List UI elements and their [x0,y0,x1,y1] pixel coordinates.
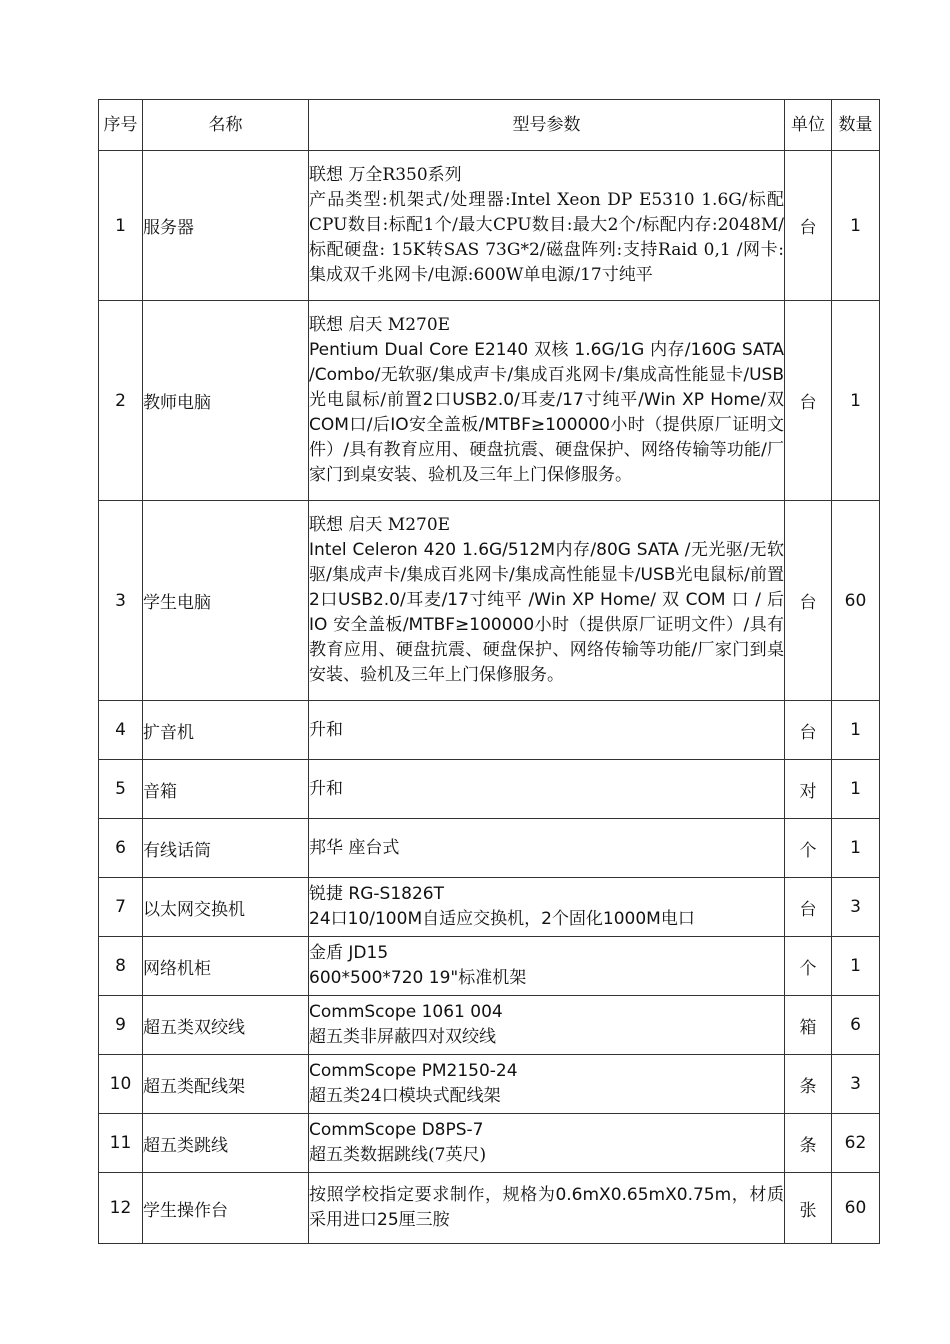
table-row [99,151,880,301]
row-spec [309,501,785,701]
spec-model: CommScope PM2150-24 [309,1061,518,1081]
row-spec [309,701,785,760]
spec-detail: 600*500*720 19"标准机架 [309,968,527,988]
row-name: 服务器 [143,151,309,301]
spec-model: CommScope 1061 004 [309,1002,503,1022]
table-row [99,1114,880,1173]
spec-detail: 按照学校指定要求制作，规格为0.6mX0.65mX0.75m，材质采用进口25厘三胺 [309,1185,784,1230]
row-name: 超五类配线架 [143,1055,309,1114]
row-qty: 1 [832,819,880,878]
row-no: 2 [99,301,143,501]
row-no: 9 [99,996,143,1055]
row-unit: 条 [785,1055,832,1114]
row-qty: 1 [832,760,880,819]
spec-detail: 超五类非屏蔽四对双绞线 [309,1027,496,1047]
spec-model: 邦华 座台式 [309,837,400,858]
row-no: 6 [99,819,143,878]
row-no: 3 [99,501,143,701]
row-unit: 台 [785,878,832,937]
row-name: 网络机柜 [143,937,309,996]
spec-model: 联想 启天 M270E [309,515,451,535]
spec-detail: 产品类型:机架式/处理器:Intel Xeon DP E5310 1.6G/标配CPU数目:标配1个/最大CPU数目:最大2个/标配内存:2048M/标配硬盘: 15K转SAS 73G*2/磁盘阵列:支持Raid 0,1 /网卡:集成双千兆网卡/电源:600W单电源/17寸纯平 [309,190,784,285]
row-qty: 1 [832,937,880,996]
table-row [99,1055,880,1114]
row-spec [309,151,785,301]
table-row [99,996,880,1055]
row-no: 8 [99,937,143,996]
row-unit: 条 [785,1114,832,1173]
header-unit: 单位 [785,100,832,151]
row-qty: 62 [832,1114,880,1173]
header-name: 名称 [143,100,309,151]
spec-detail: 超五类数据跳线(7英尺) [309,1145,487,1165]
row-name: 扩音机 [143,701,309,760]
row-qty: 1 [832,701,880,760]
table-row [99,819,880,878]
row-qty: 1 [832,151,880,301]
row-spec [309,996,785,1055]
row-unit: 台 [785,501,832,701]
row-unit: 台 [785,301,832,501]
spec-model: 联想 万全R350系列 [309,165,462,185]
row-qty: 3 [832,878,880,937]
spec-detail: Intel Celeron 420 1.6G/512M内存/80G SATA /无光驱/无软驱/集成声卡/集成百兆网卡/集成高性能显卡/USB光电鼠标/前置2口USB2.0/耳麦/17寸纯平 /Win XP Home/ 双 COM 口 / 后 IO 安全盖板/MTBF≥100000小时（提供原厂证明文件）/具有教育应用、硬盘抗震、硬盘保护、网络传输等功能/厂家门到桌安装、验机及三年上门保修服务。 [309,540,784,685]
row-no: 5 [99,760,143,819]
spec-model: 联想 启天 M270E [309,315,451,335]
row-qty: 3 [832,1055,880,1114]
row-no: 12 [99,1173,143,1244]
row-name: 以太网交换机 [143,878,309,937]
table-row [99,937,880,996]
row-spec [309,1114,785,1173]
header-spec: 型号参数 [309,100,785,151]
equipment-table [98,99,880,1244]
row-name: 超五类跳线 [143,1114,309,1173]
spec-detail: Pentium Dual Core E2140 双核 1.6G/1G 内存/160G SATA /Combo/无软驱/集成声卡/集成百兆网卡/集成高性能显卡/USB光电鼠标/前置2口USB2.0/耳麦/17寸纯平/Win XP Home/双COM口/后IO安全盖板/MTBF≥100000小时（提供原厂证明文件）/具有教育应用、硬盘抗震、硬盘保护、网络传输等功能/厂家门到桌安装、验机及三年上门保修服务。 [309,340,784,485]
row-no: 4 [99,701,143,760]
row-qty: 60 [832,501,880,701]
row-spec [309,1055,785,1114]
row-name: 学生电脑 [143,501,309,701]
row-no: 10 [99,1055,143,1114]
table-row [99,301,880,501]
table-row [99,1173,880,1244]
row-no: 7 [99,878,143,937]
spec-model: 升和 [309,719,343,740]
row-name: 音箱 [143,760,309,819]
spec-model: 金盾 JD15 [309,943,389,963]
table-row [99,878,880,937]
header-row [99,100,880,151]
row-qty: 6 [832,996,880,1055]
table-row [99,760,880,819]
header-qty: 数量 [832,100,880,151]
row-spec [309,819,785,878]
row-spec [309,301,785,501]
row-qty: 60 [832,1173,880,1244]
row-unit: 台 [785,151,832,301]
row-spec [309,937,785,996]
header-no: 序号 [99,100,143,151]
spec-model: 升和 [309,778,343,799]
row-unit: 个 [785,819,832,878]
row-unit: 张 [785,1173,832,1244]
row-no: 1 [99,151,143,301]
row-spec [309,1173,785,1244]
row-unit: 对 [785,760,832,819]
row-name: 超五类双绞线 [143,996,309,1055]
row-unit: 台 [785,701,832,760]
row-name: 教师电脑 [143,301,309,501]
spec-model: CommScope D8PS-7 [309,1120,484,1140]
row-unit: 个 [785,937,832,996]
row-no: 11 [99,1114,143,1173]
row-name: 学生操作台 [143,1173,309,1244]
row-qty: 1 [832,301,880,501]
table-row [99,501,880,701]
row-unit: 箱 [785,996,832,1055]
row-spec [309,878,785,937]
table-row [99,701,880,760]
row-name: 有线话筒 [143,819,309,878]
row-spec [309,760,785,819]
spec-detail: 24口10/100M自适应交换机，2个固化1000M电口 [309,909,695,929]
spec-detail: 超五类24口模块式配线架 [309,1086,501,1106]
spec-model: 锐捷 RG-S1826T [309,884,444,904]
